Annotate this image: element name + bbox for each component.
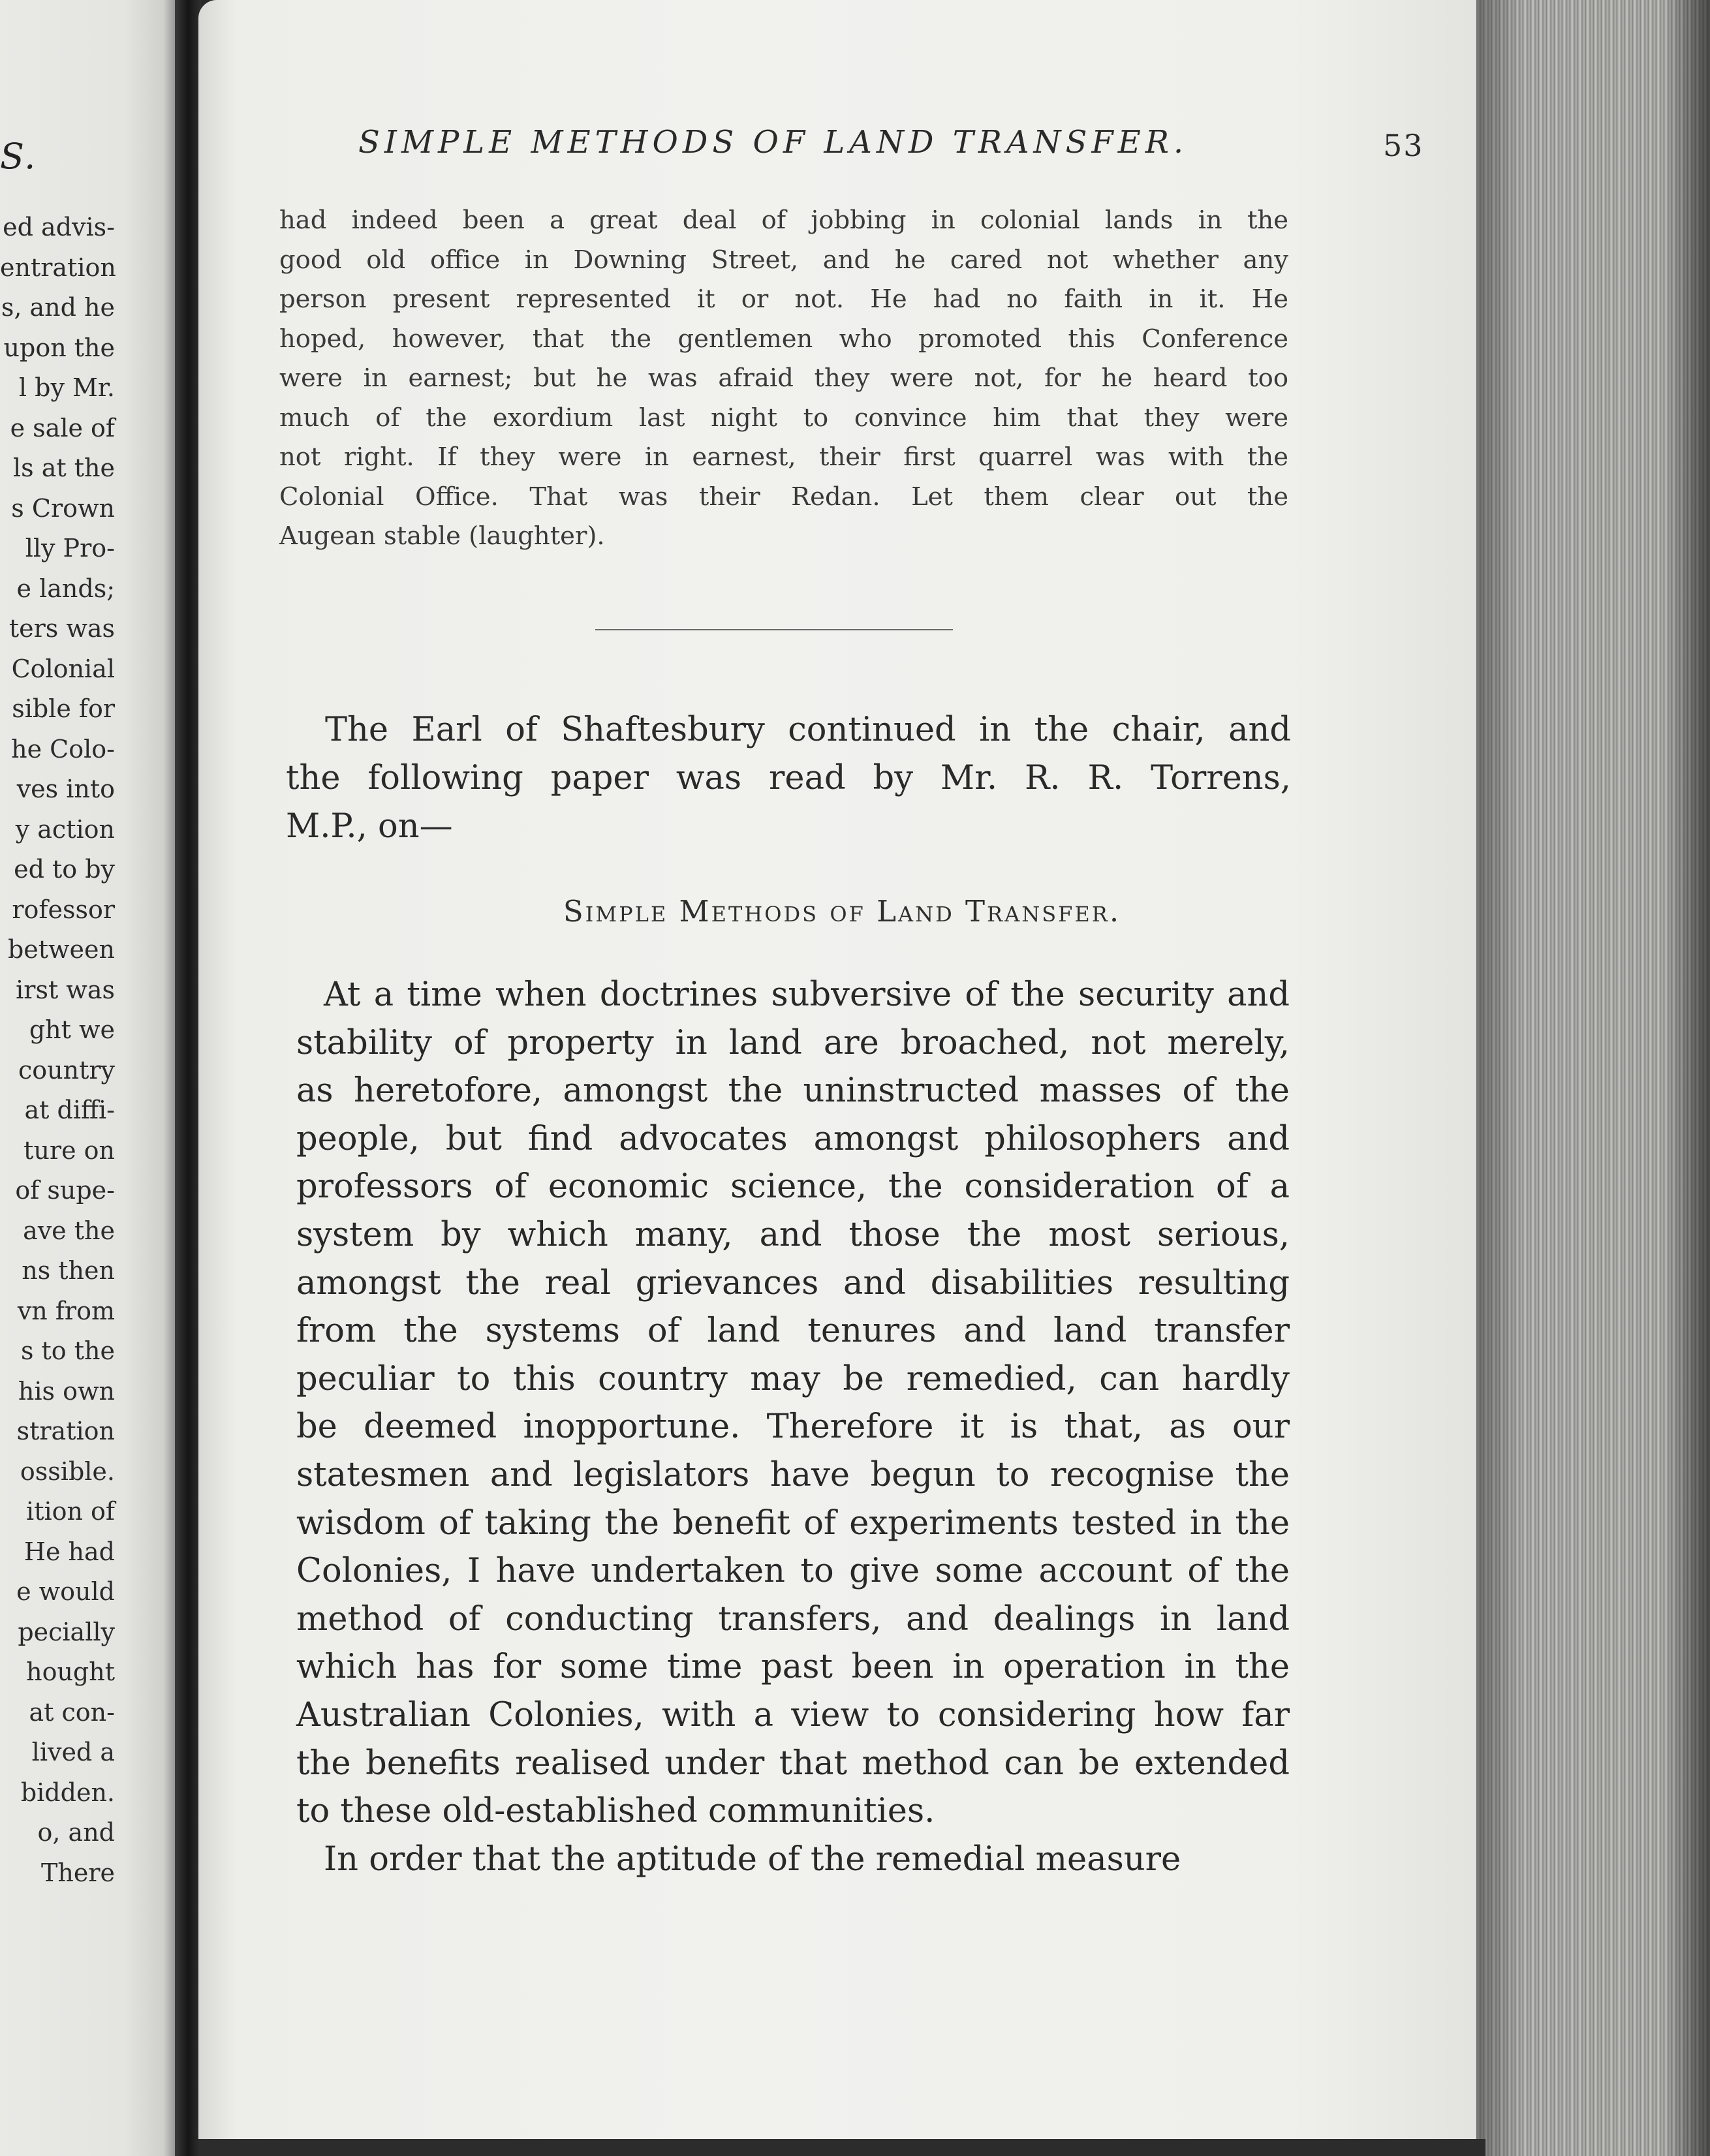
left-page-line: s to the xyxy=(20,1336,115,1365)
discussion-line: had indeed been a great deal of jobbing in colonial lands in the xyxy=(279,206,1288,235)
book-gutter xyxy=(175,0,201,2156)
left-page-line: rofessor xyxy=(12,895,115,924)
page-edges xyxy=(1476,0,1710,2156)
left-page-line: upon the xyxy=(3,333,115,362)
discussion-line: hoped, however, that the gentlemen who promoted this Conference xyxy=(279,324,1288,354)
left-page-line: entration xyxy=(0,253,116,282)
left-page-line: country xyxy=(18,1055,115,1085)
left-page-line: ves into xyxy=(16,775,115,803)
left-page-line: There xyxy=(41,1858,115,1887)
left-page-running-head: S. xyxy=(0,136,37,177)
left-page-fragment xyxy=(0,0,178,2156)
left-page-line: pecially xyxy=(18,1617,115,1646)
left-page-line: of supe- xyxy=(15,1176,115,1205)
left-page-line: between xyxy=(7,935,115,964)
left-page-line: irst was xyxy=(16,975,115,1004)
body-line: which has for some time past been in operation in the xyxy=(296,1648,1290,1687)
discussion-line: person present represented it or not. He had no faith in it. He xyxy=(279,285,1288,314)
left-page-line: at diffi- xyxy=(24,1096,115,1124)
discussion-line: Colonial Office. That was their Redan. Let them clear out the xyxy=(279,482,1288,512)
left-page-line: e sale of xyxy=(10,413,115,442)
paper-introduction xyxy=(286,706,1291,851)
paper-body xyxy=(296,971,1290,1883)
right-page xyxy=(198,0,1485,2156)
body-line: peculiar to this country may be remedied, can hardly xyxy=(296,1359,1290,1398)
body-line: professors of economic science, the consideration of a xyxy=(296,1167,1290,1207)
left-page-line: e would xyxy=(16,1577,115,1606)
running-head xyxy=(358,124,1468,161)
left-page-line: ed advis- xyxy=(3,213,115,241)
body-line: In order that the aptitude of the remedial measure xyxy=(324,1840,1181,1879)
left-page-line: y action xyxy=(15,814,115,844)
body-line: amongst the real grievances and disabilities resulting xyxy=(296,1263,1290,1302)
left-page-line: he Colo- xyxy=(11,734,115,763)
intro-line: M.P., on— xyxy=(286,807,453,846)
left-page-line: hought xyxy=(26,1657,115,1686)
left-page-text xyxy=(0,208,115,1893)
left-page-line: ght we xyxy=(29,1015,115,1044)
bottom-shadow xyxy=(198,2139,1485,2156)
left-page-line: ns then xyxy=(22,1256,115,1285)
intro-line: the following paper was read by Mr. R. R. Torrens, xyxy=(286,759,1291,797)
body-line: from the systems of land tenures and land transfer xyxy=(296,1312,1290,1351)
discussion-line: not right. If they were in earnest, their first quarrel was with the xyxy=(279,442,1288,472)
body-line: method of conducting transfers, and dealings in land xyxy=(296,1599,1290,1639)
body-line: statesmen and legislators have begun to recognise the xyxy=(296,1455,1290,1494)
body-line: Australian Colonies, with a view to considering how far xyxy=(296,1695,1290,1734)
running-head-title: SIMPLE METHODS OF LAND TRANSFER. xyxy=(358,124,1189,161)
left-page-line: ave the xyxy=(23,1216,115,1245)
body-line: as heretofore, amongst the uninstructed masses of the xyxy=(296,1071,1290,1111)
left-page-line: Colonial xyxy=(11,654,115,683)
discussion-line: good old office in Downing Street, and he cared not whether any xyxy=(279,245,1288,275)
left-page-line: lly Pro- xyxy=(25,534,115,562)
left-page-line: his own xyxy=(18,1376,115,1406)
left-page-line: sible for xyxy=(12,694,115,723)
left-page-line: ters was xyxy=(8,614,115,643)
discussion-line: were in earnest; but he was afraid they were not, for he heard too xyxy=(279,363,1288,393)
paper-title: Simple Methods of Land Transfer. xyxy=(563,894,1121,929)
previous-discussion xyxy=(279,201,1288,557)
body-line: stability of property in land are broached, not merely, xyxy=(296,1023,1290,1062)
left-page-line: vn from xyxy=(17,1296,115,1325)
body-line: system by which many, and those the most serious, xyxy=(296,1215,1290,1254)
discussion-line: Augean stable (laughter). xyxy=(279,521,605,551)
page-number: 53 xyxy=(1383,128,1424,163)
body-line: At a time when doctrines subversive of the security and xyxy=(324,976,1290,1014)
left-page-line: e lands; xyxy=(16,574,115,603)
left-page-line: s, and he xyxy=(1,293,115,322)
body-line: to these old-established communities. xyxy=(296,1792,935,1831)
left-page-line: He had xyxy=(23,1537,115,1566)
intro-line: The Earl of Shaftesbury continued in the chair, and xyxy=(325,711,1291,749)
left-page-line: ition of xyxy=(26,1497,115,1526)
left-page-line: l by Mr. xyxy=(18,373,115,402)
section-divider xyxy=(595,629,953,630)
body-line: Colonies, I have undertaken to give some account of the xyxy=(296,1552,1290,1591)
body-line: wisdom of taking the benefit of experiments tested in the xyxy=(296,1503,1290,1543)
left-page-line: bidden. xyxy=(20,1778,115,1807)
left-page-line: o, and xyxy=(37,1818,115,1847)
body-line: people, but find advocates amongst philosophers and xyxy=(296,1119,1290,1158)
left-page-line: ture on xyxy=(23,1135,115,1165)
left-page-line: s Crown xyxy=(11,493,115,523)
left-page-line: lived a xyxy=(31,1738,115,1766)
body-line: be deemed inopportune. Therefore it is that, as our xyxy=(296,1408,1290,1447)
body-line: the benefits realised under that method can be extended xyxy=(296,1744,1290,1783)
discussion-line: much of the exordium last night to convince him that they were xyxy=(279,403,1288,433)
left-page-line: ossible. xyxy=(20,1456,115,1486)
left-page-line: at con- xyxy=(29,1697,115,1727)
left-page-line: stration xyxy=(16,1417,115,1445)
left-page-line: ed to by xyxy=(14,855,115,884)
left-page-line: ls at the xyxy=(13,454,115,482)
